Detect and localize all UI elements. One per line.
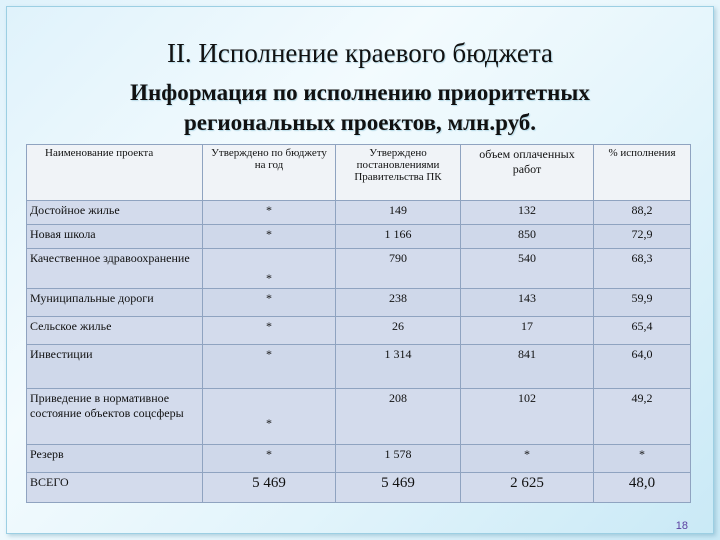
- project-name: Новая школа: [27, 225, 203, 249]
- budget-value: *: [203, 389, 336, 445]
- approved-value: 26: [336, 317, 461, 345]
- table-row: [27, 201, 691, 225]
- project-name: Качественное здравоохранение: [27, 249, 203, 289]
- table-row: [27, 289, 691, 317]
- table-row: [27, 445, 691, 473]
- table-row: [27, 317, 691, 345]
- project-name: Инвестиции: [27, 345, 203, 389]
- approved-value: 149: [336, 201, 461, 225]
- approved-value: 1 166: [336, 225, 461, 249]
- project-name: ВСЕГО: [27, 473, 203, 503]
- budget-value: *: [203, 317, 336, 345]
- table-row: [27, 389, 691, 445]
- budget-value: *: [203, 345, 336, 389]
- header-percent: % исполнения: [594, 145, 691, 201]
- table-row-total: [27, 473, 691, 503]
- slide-title: II. Исполнение краевого бюджета: [166, 38, 554, 68]
- table-row: [27, 249, 691, 289]
- projects-table: [26, 144, 691, 503]
- subtitle-line-1: Информация по исполнению приоритетных: [130, 80, 590, 105]
- approved-value: 1 578: [336, 445, 461, 473]
- project-name: Достойное жилье: [27, 201, 203, 225]
- percent-value: *: [594, 445, 691, 473]
- subtitle-line-2: региональных проектов, млн.руб.: [183, 110, 537, 135]
- paid-value: 841: [461, 345, 594, 389]
- approved-value: 5 469: [336, 473, 461, 503]
- percent-value: 59,9: [594, 289, 691, 317]
- percent-value: 49,2: [594, 389, 691, 445]
- approved-value: 238: [336, 289, 461, 317]
- approved-value: 208: [336, 389, 461, 445]
- project-name: Приведение в нормативное состояние объектов соцсферы: [27, 389, 203, 445]
- budget-value: *: [203, 289, 336, 317]
- percent-value: 88,2: [594, 201, 691, 225]
- project-name: Муниципальные дороги: [27, 289, 203, 317]
- header-paid: объем оплаченных работ: [461, 145, 594, 201]
- budget-value: *: [203, 445, 336, 473]
- percent-value: 64,0: [594, 345, 691, 389]
- percent-value: 65,4: [594, 317, 691, 345]
- slide-subtitle: [0, 78, 720, 138]
- header-budget: Утверждено по бюджету на год: [203, 145, 336, 201]
- paid-value: 102: [461, 389, 594, 445]
- table-row: [27, 225, 691, 249]
- approved-value: 1 314: [336, 345, 461, 389]
- header-approved: Утверждено постановлениями Правительства ПК: [336, 145, 461, 201]
- project-name: Резерв: [27, 445, 203, 473]
- page-number: 18: [675, 520, 688, 532]
- budget-value: *: [203, 249, 336, 289]
- header-project-name: Наименование проекта: [27, 145, 203, 201]
- table-row: [27, 345, 691, 389]
- paid-value: 850: [461, 225, 594, 249]
- paid-value: 17: [461, 317, 594, 345]
- approved-value: 790: [336, 249, 461, 289]
- paid-value: *: [461, 445, 594, 473]
- percent-value: 48,0: [594, 473, 691, 503]
- paid-value: 2 625: [461, 473, 594, 503]
- budget-value: *: [203, 201, 336, 225]
- paid-value: 540: [461, 249, 594, 289]
- budget-value: *: [203, 225, 336, 249]
- percent-value: 72,9: [594, 225, 691, 249]
- percent-value: 68,3: [594, 249, 691, 289]
- budget-value: 5 469: [203, 473, 336, 503]
- paid-value: 132: [461, 201, 594, 225]
- project-name: Сельское жилье: [27, 317, 203, 345]
- paid-value: 143: [461, 289, 594, 317]
